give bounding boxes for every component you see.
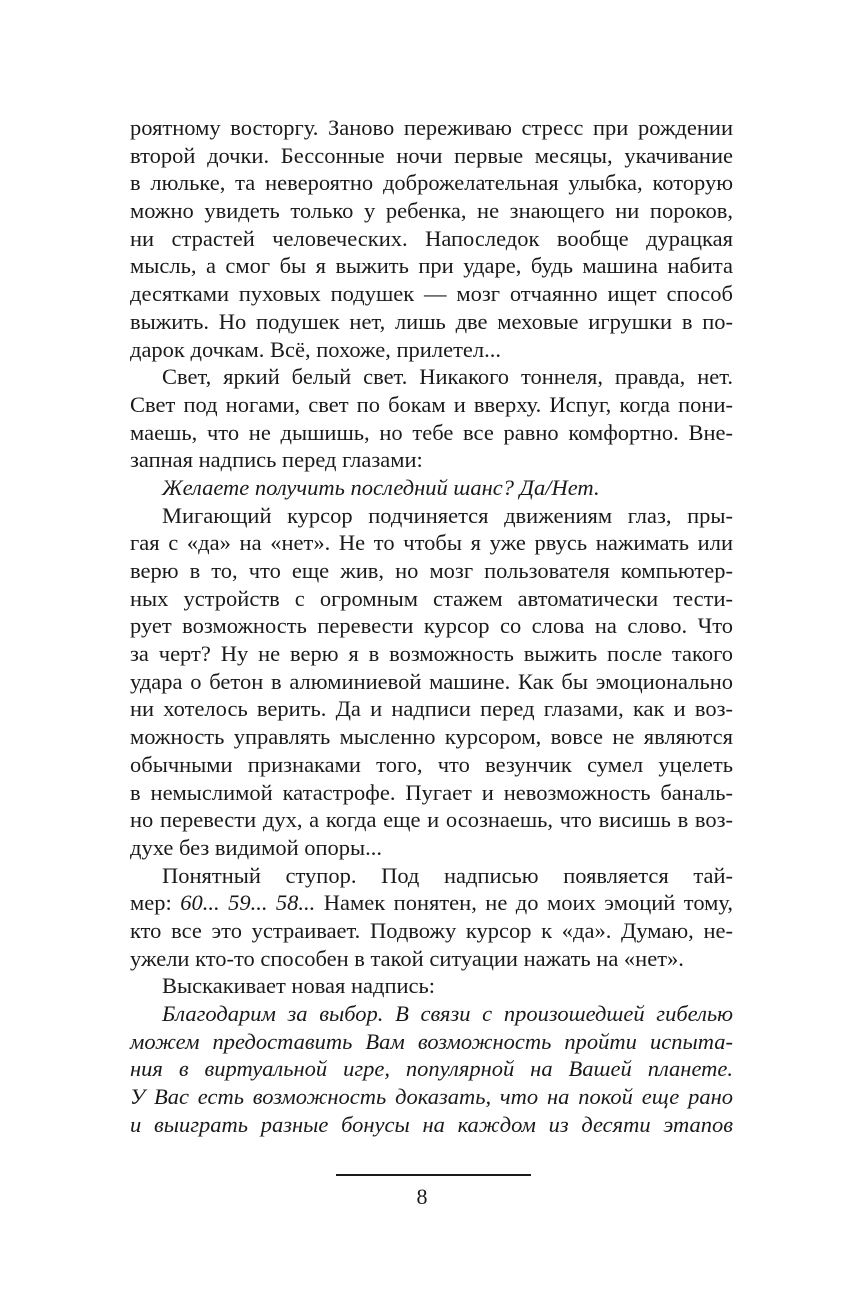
text-line: духе без видимой опоры...	[130, 834, 383, 860]
text-line: Выскакивает новая надпись:	[162, 973, 436, 999]
text-line: в немыслимой катастрофе. Пугает и невозможность баналь-	[130, 779, 733, 805]
text-line: ни страстей человеческих. Напоследок вообще дурацкая	[130, 225, 733, 251]
text-line: удара о бетон в алюминиевой машине. Как бы эмоционально	[130, 668, 733, 694]
text-line: дарок дочкам. Всё, похоже, прилетел...	[130, 336, 501, 362]
text-line: можность управлять мысленно курсором, вовсе не являются	[130, 724, 733, 750]
text-line: в люльке, та невероятно доброжелательная улыбка, которую	[130, 170, 733, 196]
text-line: ных устройств с огромным стажем автоматически тести-	[130, 585, 733, 611]
text-line: ужели кто-то способен в такой ситуации нажать на «нет».	[130, 945, 684, 971]
text-line: Благодарим за выбор. В связи с произошедшей гибелью	[162, 1001, 733, 1026]
paragraph-6	[130, 972, 733, 1000]
text-line: Свет под ногами, свет по бокам и вверху. Испуг, когда пони-	[130, 391, 733, 417]
text-line: обычными признаками того, что везунчик сумел уцелеть	[130, 751, 733, 777]
paragraph-1	[130, 114, 733, 363]
paragraph-4	[130, 502, 733, 862]
paragraph-5	[130, 862, 733, 973]
text-line: Понятный ступор. Под надписью появляется тай-	[162, 862, 733, 888]
text-line: за черт? Ну не верю я в возможность выжить после такого	[130, 641, 733, 667]
text-line: рует возможность перевести курсор со слова на слово. Что	[130, 613, 733, 639]
paragraph-3-italic-prompt	[130, 474, 733, 502]
text-line: кто все это устраивает. Подвожу курсор к «да». Думаю, не-	[130, 917, 733, 943]
text-line: роятному восторгу. Заново переживаю стресс при рождении	[130, 115, 733, 140]
text-line: Свет, яркий белый свет. Никакого тоннеля, правда, нет.	[162, 364, 733, 390]
text-line: запная надпись перед глазами:	[130, 447, 423, 473]
paragraph-2	[130, 363, 733, 474]
text-line: Желаете получить последний шанс? Да/Нет.	[162, 474, 600, 500]
footer-divider	[336, 1174, 531, 1176]
text-line: гая с «да» на «нет». Не то чтобы я уже рвусь нажимать или	[130, 530, 733, 556]
paragraph-7-italic-message	[130, 1000, 733, 1138]
text-line: второй дочки. Бессонные ночи первые месяцы, укачивание	[130, 142, 733, 168]
text-line: маешь, что не дышишь, но тебе все равно комфортно. Вне-	[130, 419, 733, 445]
text-fragment: Намек понятен, не до моих эмоций тому,	[315, 890, 734, 916]
body-text	[130, 114, 733, 1138]
text-line: и выиграть разные бонусы на каждом из десяти этапов	[130, 1111, 733, 1137]
text-line: мысль, а смог бы я выжить при ударе, будь машина набита	[130, 253, 733, 279]
text-fragment: мер:	[130, 890, 181, 916]
text-line: верю в то, что еще жив, но мозг пользователя компьютер-	[130, 558, 733, 583]
text-line-with-timer	[130, 889, 733, 917]
text-line: десятками пуховых подушек — мозг отчаянно ищет способ	[130, 281, 733, 307]
text-line: можем предоставить Вам возможность пройти испыта-	[130, 1028, 733, 1054]
text-line: У Вас есть возможность доказать, что на покой еще рано	[130, 1084, 733, 1110]
text-line: можно увидеть только у ребенка, не знающего ни пороков,	[130, 198, 733, 224]
countdown-timer-text: 60... 59... 58...	[180, 890, 316, 916]
page-number: 8	[416, 1184, 428, 1209]
text-line: выжить. Но подушек нет, лишь две меховые игрушки в по-	[130, 308, 733, 334]
text-line: Мигающий курсор подчиняется движениям глаз, пры-	[162, 502, 733, 528]
text-line: но перевести дух, а когда еще и осознаешь, что висишь в воз-	[130, 807, 733, 833]
text-line: ния в виртуальной игре, популярной на Вашей планете.	[130, 1056, 733, 1082]
text-line: ни хотелось верить. Да и надписи перед глазами, как и воз-	[130, 696, 733, 722]
